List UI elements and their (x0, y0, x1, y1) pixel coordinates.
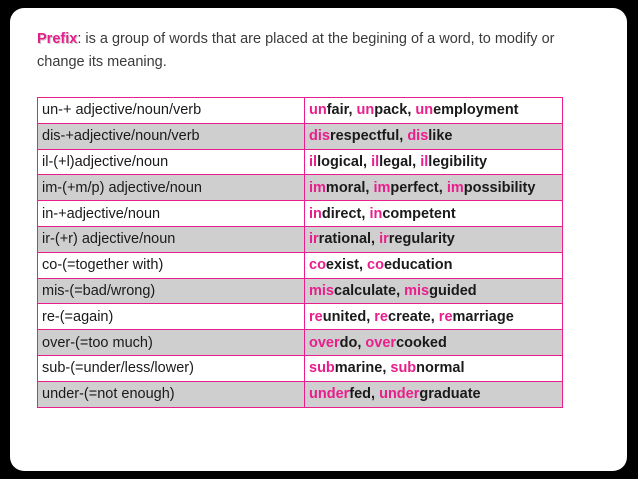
example-rest: marine, (334, 360, 391, 377)
prefix-rule: under-(=not enough) (38, 381, 305, 407)
example-prefix: un (415, 102, 434, 119)
example-prefix: over (365, 334, 397, 351)
example-prefix: dis (309, 128, 330, 145)
table-row (38, 304, 563, 330)
prefix-examples (305, 123, 563, 149)
prefix-term: Prefix (37, 31, 78, 47)
table-row (38, 149, 563, 175)
prefix-rule: re-(=again) (38, 304, 305, 330)
example-prefix: mis (309, 282, 334, 299)
example-prefix: co (367, 257, 384, 274)
example-prefix: under (309, 386, 350, 403)
example-rest: guided (429, 282, 477, 299)
example-rest: graduate (419, 386, 481, 403)
example-rest: moral, (325, 179, 374, 196)
prefix-rule: il-(+l)adjective/noun (38, 149, 305, 175)
table-row (38, 98, 563, 124)
example-rest: perfect, (390, 179, 447, 196)
prefix-examples (305, 381, 563, 407)
example-rest: cooked (396, 334, 447, 351)
example-rest: fair, (326, 102, 357, 119)
example-rest: possibility (463, 179, 536, 196)
prefix-rule: mis-(=bad/wrong) (38, 278, 305, 304)
prefix-examples (305, 252, 563, 278)
example-rest: regularity (388, 231, 455, 248)
example-prefix: re (374, 308, 388, 325)
prefix-examples (305, 330, 563, 356)
example-prefix: ir (309, 231, 319, 248)
table-row (38, 355, 563, 381)
example-prefix: re (309, 308, 323, 325)
prefix-examples (305, 226, 563, 252)
table-row (38, 252, 563, 278)
table-row (38, 226, 563, 252)
example-prefix: il (371, 153, 380, 170)
table-row (38, 201, 563, 227)
prefix-rule: in-+adjective/noun (38, 201, 305, 227)
prefix-table-body (38, 98, 563, 408)
example-prefix: il (420, 153, 429, 170)
example-rest: rational, (318, 231, 380, 248)
example-rest: exist, (325, 257, 368, 274)
example-prefix: sub (309, 360, 335, 377)
prefix-rule: im-(+m/p) adjective/noun (38, 175, 305, 201)
example-rest: competent (382, 205, 456, 222)
example-prefix: re (438, 308, 453, 325)
table-row (38, 175, 563, 201)
example-rest: like (428, 128, 453, 145)
example-prefix: mis (404, 282, 430, 299)
prefix-examples (305, 149, 563, 175)
example-prefix: un (309, 102, 327, 119)
prefix-examples (305, 278, 563, 304)
example-prefix: sub (390, 360, 417, 377)
example-rest: direct, (321, 205, 370, 222)
example-rest: logical, (317, 153, 372, 170)
example-prefix: in (309, 205, 322, 222)
prefix-rule: over-(=too much) (38, 330, 305, 356)
prefix-examples (305, 175, 563, 201)
table-row (38, 123, 563, 149)
example-rest: fed, (349, 386, 380, 403)
prefix-examples (305, 304, 563, 330)
prefix-examples (305, 355, 563, 381)
prefix-rule: co-(=together with) (38, 252, 305, 278)
example-rest: legibility (428, 153, 488, 170)
prefix-table (37, 97, 563, 408)
table-row (38, 381, 563, 407)
definition-text: : is a group of words that are placed at the begining of a word, to modify or change its meaning. (37, 31, 555, 70)
example-rest: calculate, (334, 282, 405, 299)
example-prefix: dis (407, 128, 429, 145)
example-rest: respectful, (329, 128, 408, 145)
example-prefix: un (356, 102, 375, 119)
prefix-rule: sub-(=under/less/lower) (38, 355, 305, 381)
example-prefix: im (373, 179, 391, 196)
prefix-examples (305, 201, 563, 227)
example-rest: education (383, 257, 453, 274)
example-prefix: ir (379, 231, 389, 248)
slide (10, 8, 627, 471)
example-prefix: im (446, 179, 464, 196)
example-rest: united, (322, 308, 375, 325)
prefix-rule: dis-+adjective/noun/verb (38, 123, 305, 149)
example-prefix: under (379, 386, 420, 403)
example-rest: normal (416, 360, 465, 377)
example-rest: do, (339, 334, 366, 351)
example-rest: pack, (374, 102, 416, 119)
prefix-definition (37, 28, 577, 74)
prefix-rule: un-+ adjective/noun/verb (38, 98, 305, 124)
prefix-rule: ir-(+r) adjective/noun (38, 226, 305, 252)
table-row (38, 330, 563, 356)
example-rest: marriage (452, 308, 514, 325)
prefix-examples (305, 98, 563, 124)
example-prefix: in (369, 205, 383, 222)
example-prefix: over (309, 334, 340, 351)
example-rest: legal, (379, 153, 421, 170)
example-prefix: il (309, 153, 318, 170)
example-prefix: im (309, 179, 326, 196)
example-prefix: co (309, 257, 326, 274)
example-rest: employment (433, 102, 519, 119)
table-row (38, 278, 563, 304)
example-rest: create, (388, 308, 439, 325)
